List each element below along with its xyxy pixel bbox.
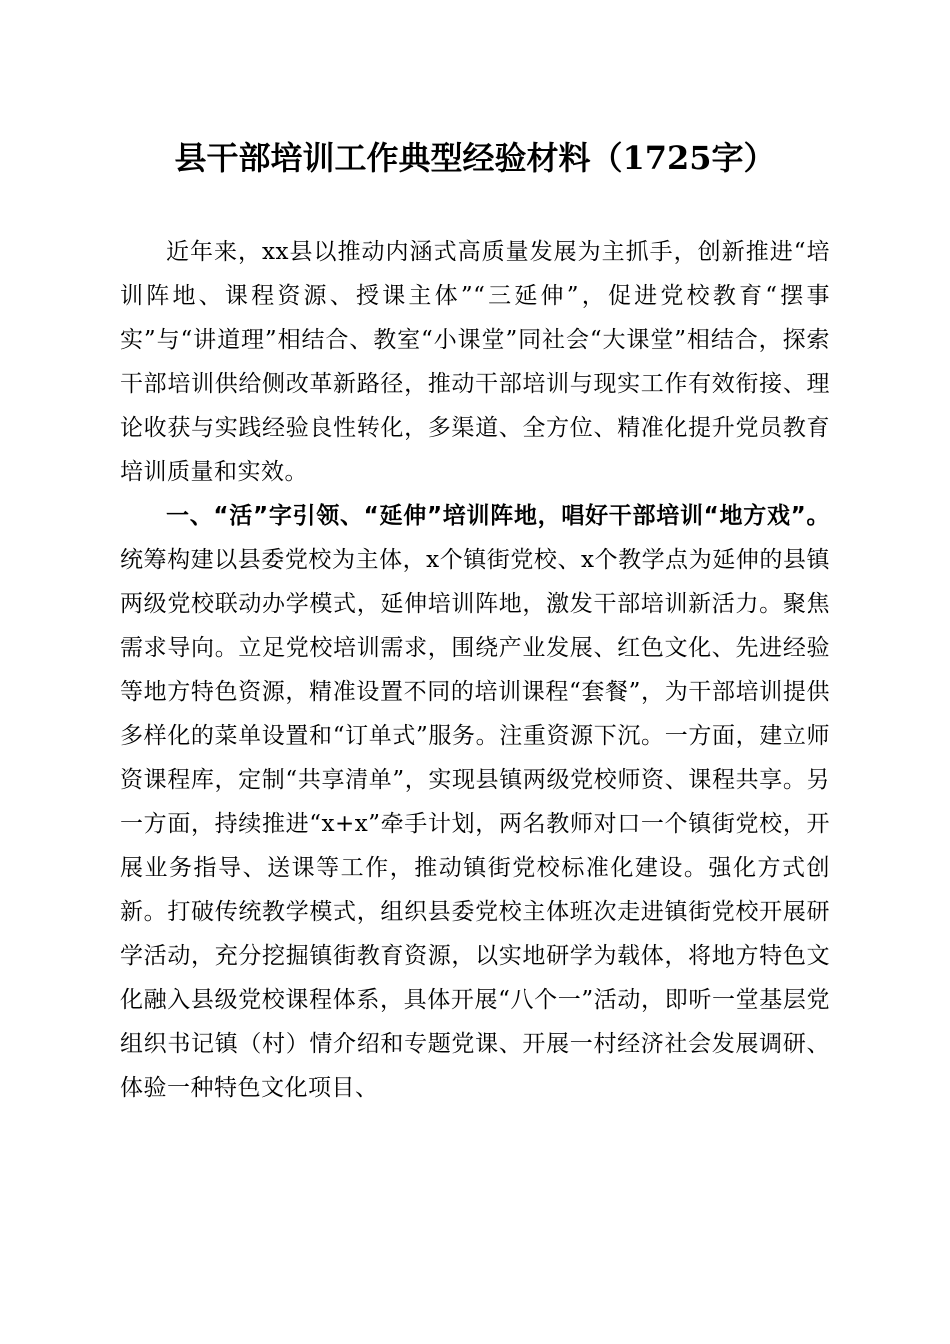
- section-one-heading: 一、“活”字引领、“延伸”培训阵地，唱好干部培训“地方戏”。: [166, 503, 830, 529]
- intro-paragraph-text: 近年来，xx县以推动内涵式高质量发展为主抓手，创新推进“培训阵地、课程资源、授课主体”“三延伸”，促进党校教育“摆事实”与“讲道理”相结合、教室“小课堂”同社会“大课堂”相结合，探索干部培训供给侧改革新路径，推动干部培训与现实工作有效衔接、理论收获与实践经验良性转化，多渠道、全方位、精准化提升党员教育培训质量和实效。: [120, 239, 830, 485]
- document-title: 县干部培训工作典型经验材料（1725字）: [174, 139, 776, 177]
- document-body: [120, 230, 830, 1110]
- section-one-paragraph: [120, 494, 830, 1110]
- section-one-text: 统筹构建以县委党校为主体，x个镇街党校、x个教学点为延伸的县镇两级党校联动办学模式，延伸培训阵地，激发干部培训新活力。聚焦需求导向。立足党校培训需求，围绕产业发展、红色文化、先进经验等地方特色资源，精准设置不同的培训课程“套餐”，为干部培训提供多样化的菜单设置和“订单式”服务。注重资源下沉。一方面，建立师资课程库，定制“共享清单”，实现县镇两级党校师资、课程共享。另一方面，持续推进“x+x”牵手计划，两名教师对口一个镇街党校，开展业务指导、送课等工作，推动镇街党校标准化建设。强化方式创新。打破传统教学模式，组织县委党校主体班次走进镇街党校开展研学活动，充分挖掘镇街教育资源，以实地研学为载体，将地方特色文化融入县级党校课程体系，具体开展“八个一”活动，即听一堂基层党组织书记镇（村）情介绍和专题党课、开展一村经济社会发展调研、体验一种特色文化项目、: [120, 547, 830, 1101]
- intro-paragraph: [120, 230, 830, 494]
